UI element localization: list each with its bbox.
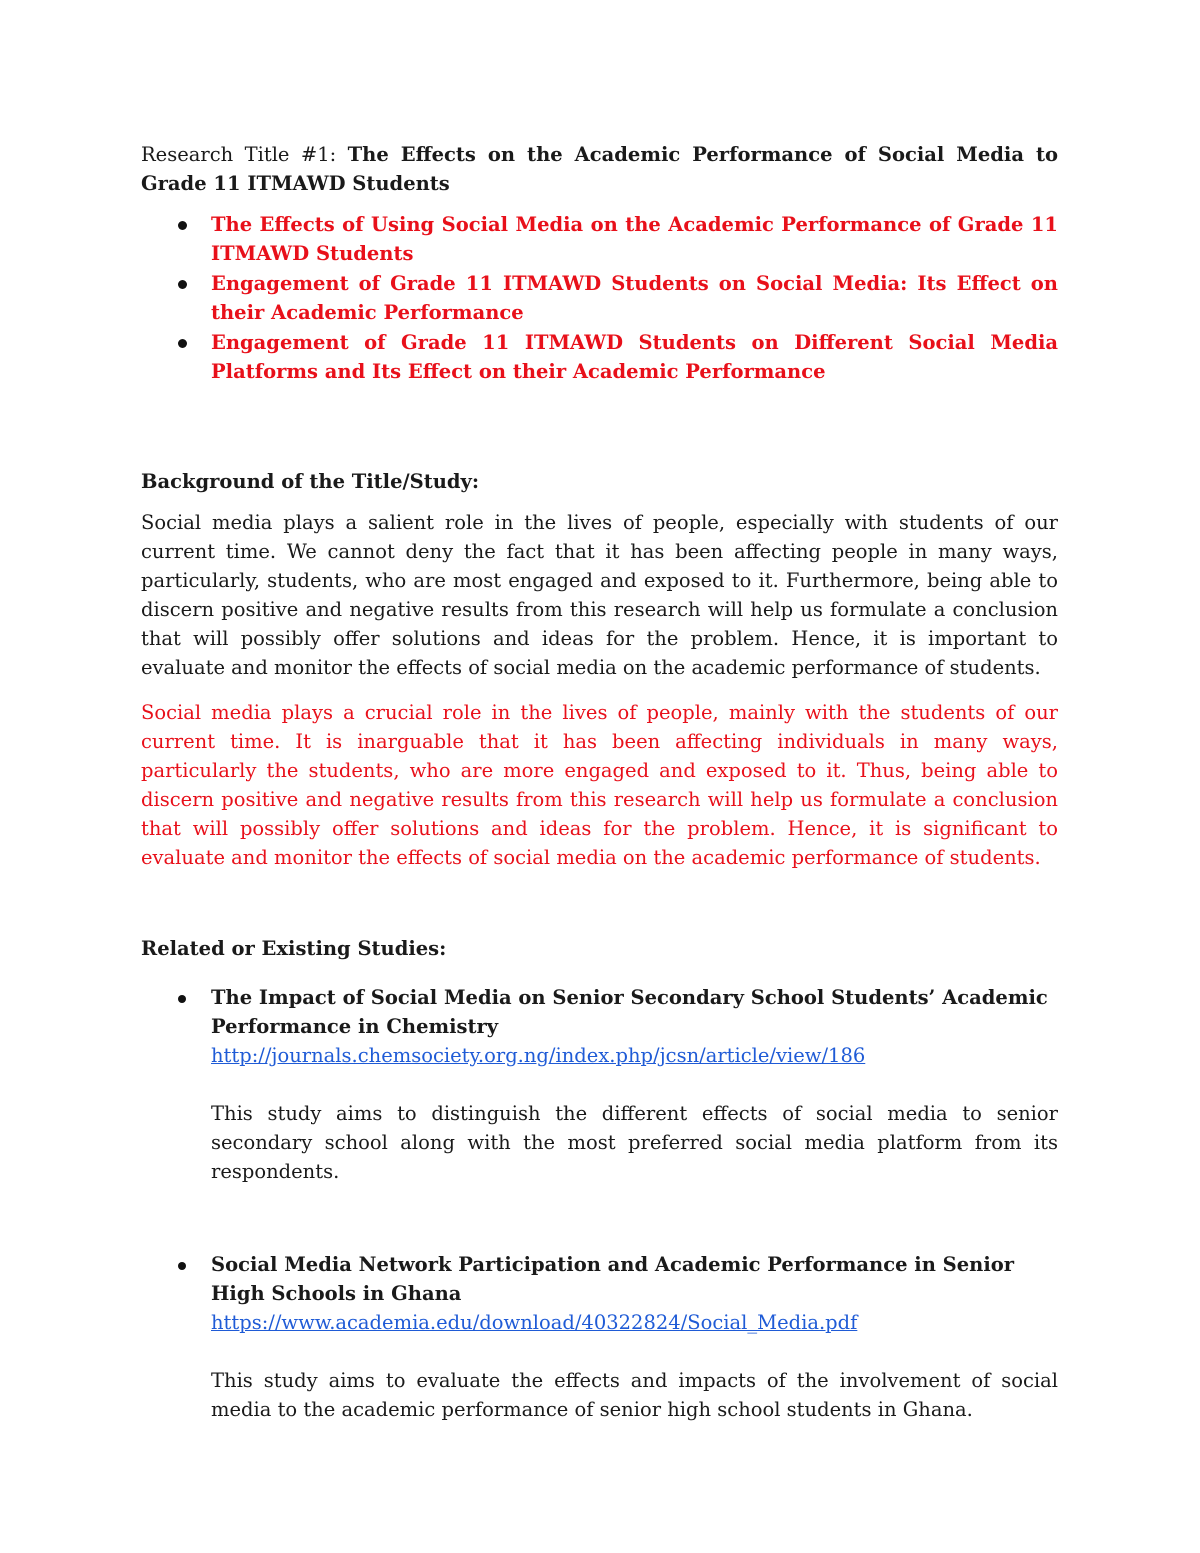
title-option: Engagement of Grade 11 ITMAWD Students on Different Social Media Platforms and Its Effect on their Academic Performance <box>141 328 1058 386</box>
study-item <box>141 1250 1058 1424</box>
related-studies-list <box>141 983 1058 1424</box>
title-option: The Effects of Using Social Media on the Academic Performance of Grade 11 ITMAWD Students <box>141 210 1058 268</box>
study-title: The Impact of Social Media on Senior Secondary School Students’ Academic Performance in Chemistry <box>211 986 1048 1038</box>
study-description: This study aims to evaluate the effects and impacts of the involvement of social media to the academic performance of senior high school students in Ghana. <box>211 1369 1058 1421</box>
background-paragraph: Social media plays a salient role in the lives of people, especially with students of our current time. We cannot deny the fact that it has been affecting people in many ways, particularly, students, who are most engaged and exposed to it. Furthermore, being able to discern positive and negative results from this research will help us formulate a conclusion that will possibly offer solutions and ideas for the problem. Hence, it is important to evaluate and monitor the effects of social media on the academic performance of students. <box>141 511 1058 679</box>
study-title: Social Media Network Participation and Academic Performance in Senior High Schools in Ghana <box>211 1253 1015 1305</box>
title-options-list <box>141 210 1058 386</box>
research-title-label: Research Title #1: <box>141 143 337 166</box>
background-heading: Background of the Title/Study: <box>141 470 480 493</box>
background-paragraph-revised: Social media plays a crucial role in the lives of people, mainly with the students of our current time. It is inarguable that it has been affecting individuals in many ways, particularly the students, who are more engaged and exposed to it. Thus, being able to discern positive and negative results from this research will help us formulate a conclusion that will possibly offer solutions and ideas for the problem. Hence, it is significant to evaluate and monitor the effects of social media on the academic performance of students. <box>141 701 1058 869</box>
title-option: Engagement of Grade 11 ITMAWD Students on Social Media: Its Effect on their Academic Performance <box>141 269 1058 327</box>
related-studies-heading: Related or Existing Studies: <box>141 937 447 960</box>
study-link[interactable]: https://www.academia.edu/download/40322824/Social_Media.pdf <box>211 1311 858 1334</box>
study-link[interactable]: http://journals.chemsociety.org.ng/index.php/jcsn/article/view/186 <box>211 1044 866 1067</box>
study-item <box>141 983 1058 1186</box>
study-title-line <box>211 1250 1058 1337</box>
research-title-line <box>141 140 1058 198</box>
document-page <box>141 140 1058 1424</box>
study-description: This study aims to distinguish the different effects of social media to senior secondary school along with the most preferred social media platform from its respondents. <box>211 1102 1058 1183</box>
research-title: The Effects on the Academic Performance of Social Media to Grade 11 ITMAWD Students <box>141 143 1058 195</box>
